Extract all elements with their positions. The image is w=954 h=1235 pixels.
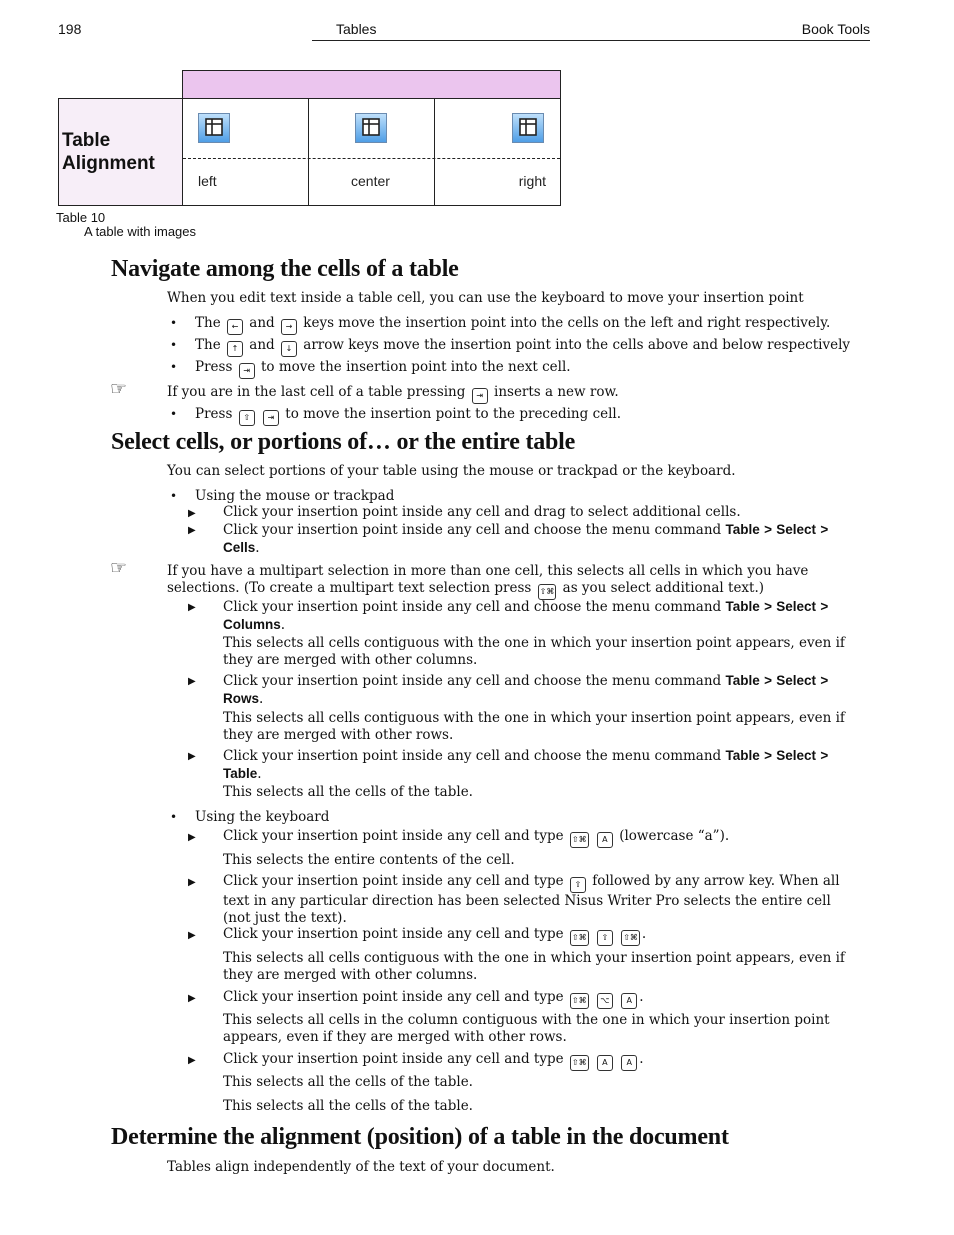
- triangle-bullet-icon: ▶: [188, 930, 196, 941]
- table-header-row: [182, 70, 561, 99]
- table-row-label: Table Alignment: [62, 130, 155, 174]
- sub-item: Click your insertion point inside any cell and drag to select additional cells.: [223, 504, 741, 520]
- paragraph: You can select portions of your table using the mouse or trackpad or the keyboard.: [167, 463, 736, 479]
- bullet: •: [170, 489, 178, 503]
- triangle-bullet-icon: ▶: [188, 993, 196, 1004]
- shift-key-icon: ⇧: [570, 877, 586, 893]
- list-item: The ↑ and ↓ arrow keys move the insertion point into the cells above and below respectively: [195, 337, 850, 357]
- list-item: Press ⇥ to move the insertion point into the next cell.: [195, 359, 571, 379]
- note-hand-icon: ☞: [110, 557, 128, 579]
- note-text: If you are in the last cell of a table pressing ⇥ inserts a new row.: [167, 384, 619, 404]
- sub-item: Click your insertion point inside any cell and choose the menu command Table > Select > Rows.: [223, 673, 829, 707]
- table-caption-number: Table 10: [56, 210, 106, 225]
- sub-item: Click your insertion point inside any cell and type ⇧⌘ ⇧ ⇧⌘ .: [223, 926, 848, 946]
- sub-item-description: This selects all cells contiguous with the one in which your insertion point appears, even if they are merged with other rows.: [223, 710, 845, 743]
- table-dashed-line: [183, 158, 560, 159]
- triangle-bullet-icon: ▶: [188, 525, 196, 536]
- header-book: Book Tools: [801, 21, 870, 37]
- shift-key-icon: ⇧: [239, 410, 255, 426]
- shift-command-key-icon: ⇧⌘: [570, 832, 589, 848]
- triangle-bullet-icon: ▶: [188, 508, 196, 519]
- shift-command-key-icon: ⇧⌘: [570, 930, 589, 946]
- tab-key-icon: ⇥: [263, 410, 279, 426]
- table-icon: [355, 113, 387, 143]
- a-key-icon: A: [597, 832, 613, 848]
- bullet: •: [170, 360, 178, 374]
- sub-item: Click your insertion point inside any cell and choose the menu command Table > Select > Cells.: [223, 522, 829, 556]
- list-item-keyboard: Using the keyboard: [195, 809, 330, 825]
- page-number: 198: [58, 21, 82, 37]
- note-text: selections. (To create a multipart text selection press ⇧⌘ as you select additional text.): [167, 580, 764, 600]
- tab-key-icon: ⇥: [472, 388, 488, 404]
- bullet: •: [170, 810, 178, 824]
- shift-key-icon: ⇧: [597, 930, 613, 946]
- cell-label-left: left: [198, 173, 217, 189]
- triangle-bullet-icon: ▶: [188, 751, 196, 762]
- sub-item: Click your insertion point inside any cell and type ⇧⌘ A A .: [223, 1051, 848, 1071]
- sub-item-description: This selects all cells contiguous with the one in which your insertion point appears, even if they are merged with other columns.: [223, 950, 845, 983]
- sub-item-description: This selects all cells in the column contiguous with the one in which your insertion point appears, even if they are merged with other rows.: [223, 1012, 830, 1045]
- sub-item-description: This selects the entire contents of the cell.: [223, 852, 515, 868]
- a-key-icon: A: [621, 1055, 637, 1071]
- option-key-icon: ⌥: [597, 993, 613, 1009]
- up-arrow-key-icon: ↑: [227, 341, 243, 357]
- sub-item: Click your insertion point inside any cell and choose the menu command Table > Select > Table.: [223, 748, 829, 782]
- table-divider: [308, 98, 309, 205]
- shift-command-key-icon: ⇧⌘: [538, 584, 557, 600]
- sub-item: Click your insertion point inside any cell and type ⇧⌘ A (lowercase “a”).: [223, 828, 848, 848]
- header-section: Tables: [336, 21, 377, 37]
- sub-item: Click your insertion point inside any cell and type ⇧ followed by any arrow key. When all text in any particular direction has been selected Nisus Writer Pro selects the entire cell (not just the text).: [223, 873, 840, 926]
- bullet: •: [170, 407, 178, 421]
- triangle-bullet-icon: ▶: [188, 602, 196, 613]
- a-key-icon: A: [597, 1055, 613, 1071]
- sub-item-description: This selects all the cells of the table.: [223, 1098, 473, 1114]
- heading-alignment: Determine the alignment (position) of a table in the document: [111, 1124, 729, 1150]
- cell-label-right: right: [518, 173, 546, 189]
- note-hand-icon: ☞: [110, 378, 128, 400]
- triangle-bullet-icon: ▶: [188, 832, 196, 843]
- table-icon: [198, 113, 230, 143]
- shift-command-key-icon: ⇧⌘: [621, 930, 640, 946]
- triangle-bullet-icon: ▶: [188, 877, 196, 888]
- heading-select: Select cells, or portions of… or the entire table: [111, 429, 576, 455]
- sub-item: Click your insertion point inside any cell and type ⇧⌘ ⌥ A .: [223, 989, 848, 1009]
- down-arrow-key-icon: ↓: [281, 341, 297, 357]
- shift-command-key-icon: ⇧⌘: [570, 993, 589, 1009]
- sub-item-description: This selects all the cells of the table.: [223, 784, 473, 800]
- list-item-mouse: Using the mouse or trackpad: [195, 488, 395, 504]
- shift-command-key-icon: ⇧⌘: [570, 1055, 589, 1071]
- cell-label-center: center: [351, 173, 390, 189]
- table-caption-text: A table with images: [84, 224, 197, 239]
- sub-item-description: This selects all cells contiguous with the one in which your insertion point appears, even if they are merged with other columns.: [223, 635, 845, 668]
- paragraph: Tables align independently of the text of your document.: [167, 1159, 555, 1175]
- header-rule: [312, 40, 870, 41]
- triangle-bullet-icon: ▶: [188, 1055, 196, 1066]
- bullet: •: [170, 316, 178, 330]
- sub-item: Click your insertion point inside any cell and choose the menu command Table > Select > Columns.: [223, 599, 829, 633]
- heading-navigate: Navigate among the cells of a table: [111, 256, 459, 282]
- triangle-bullet-icon: ▶: [188, 676, 196, 687]
- tab-key-icon: ⇥: [239, 363, 255, 379]
- list-item: Press ⇧ ⇥ to move the insertion point to the preceding cell.: [195, 406, 621, 426]
- bullet: •: [170, 338, 178, 352]
- left-arrow-key-icon: ←: [227, 319, 243, 335]
- note-text: If you have a multipart selection in more than one cell, this selects all cells in which you have: [167, 563, 809, 579]
- a-key-icon: A: [621, 993, 637, 1009]
- list-item: The ← and → keys move the insertion point into the cells on the left and right respectively.: [195, 315, 830, 335]
- right-arrow-key-icon: →: [281, 319, 297, 335]
- table-divider: [434, 98, 435, 205]
- table-icon: [512, 113, 544, 143]
- sub-item-description: This selects all the cells of the table.: [223, 1074, 473, 1090]
- paragraph: When you edit text inside a table cell, you can use the keyboard to move your insertion point: [167, 290, 804, 306]
